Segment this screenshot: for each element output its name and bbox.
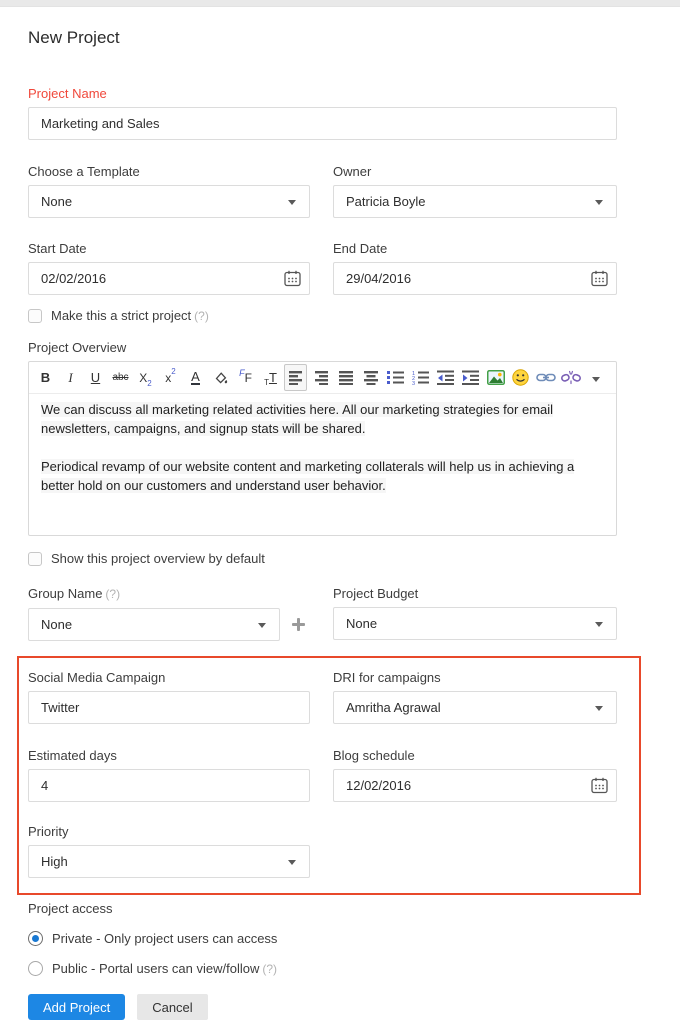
dates-row: [28, 241, 617, 295]
blog-schedule-input[interactable]: [333, 769, 617, 802]
project-name-input[interactable]: [28, 107, 617, 140]
overview-section: [28, 340, 617, 536]
dri-value: Amritha Agrawal: [346, 700, 441, 715]
strict-project-label: Make this a strict project: [51, 308, 192, 323]
custom-row-3: [28, 824, 639, 878]
svg-text:2: 2: [412, 375, 416, 382]
group-name-value: None: [41, 617, 73, 632]
public-access-help-icon[interactable]: (?): [262, 961, 278, 976]
project-access-label: Project access: [28, 901, 113, 916]
end-date-label: End Date: [333, 241, 388, 256]
subscript-icon[interactable]: X 2: [139, 370, 152, 388]
end-date-field: [333, 262, 617, 295]
unlink-icon[interactable]: [559, 364, 582, 391]
form-actions: [28, 994, 617, 1020]
social-campaign-label: Social Media Campaign: [28, 670, 166, 685]
project-name-label: Project Name: [28, 86, 107, 101]
custom-row-2: [28, 748, 639, 802]
show-overview-label: Show this project overview by default: [51, 551, 265, 566]
chevron-down-icon: [595, 622, 603, 627]
chevron-down-icon: [595, 706, 603, 711]
strict-project-row: [28, 308, 617, 323]
estimated-days-input[interactable]: [28, 769, 310, 802]
estimated-days-label: Estimated days: [28, 748, 117, 763]
highlight-icon[interactable]: [209, 364, 232, 391]
font-color-icon[interactable]: A: [191, 369, 200, 384]
add-group-button[interactable]: [292, 618, 305, 631]
start-date-field: [28, 262, 310, 295]
private-radio[interactable]: [28, 931, 43, 946]
calendar-icon[interactable]: [591, 270, 608, 287]
chevron-down-icon: [288, 200, 296, 205]
show-overview-row: [28, 551, 617, 566]
align-center-icon[interactable]: [359, 364, 382, 391]
underline-icon[interactable]: U: [90, 370, 101, 385]
budget-label: Project Budget: [333, 586, 419, 601]
template-owner-row: [28, 164, 617, 218]
priority-value: High: [41, 854, 68, 869]
budget-select[interactable]: [333, 607, 617, 640]
calendar-icon[interactable]: [591, 777, 608, 794]
group-name-help-icon[interactable]: (?): [105, 587, 121, 601]
calendar-icon[interactable]: [284, 270, 301, 287]
add-project-button[interactable]: Add Project: [28, 994, 125, 1020]
rich-text-editor: [28, 361, 617, 536]
owner-select[interactable]: [333, 185, 617, 218]
outdent-icon[interactable]: [434, 364, 457, 391]
priority-label: Priority: [28, 824, 69, 839]
align-left-icon[interactable]: [284, 364, 307, 391]
dri-select[interactable]: [333, 691, 617, 724]
project-name-section: [28, 86, 617, 140]
social-campaign-input[interactable]: [28, 691, 310, 724]
blog-schedule-label: Blog schedule: [333, 748, 415, 763]
start-date-input[interactable]: [28, 262, 310, 295]
insert-link-icon[interactable]: [534, 364, 557, 391]
italic-icon[interactable]: I: [68, 369, 73, 385]
strict-project-checkbox[interactable]: [28, 309, 42, 323]
strikethrough-icon[interactable]: abc: [112, 372, 129, 383]
top-divider: [0, 0, 680, 7]
align-right-icon[interactable]: [309, 364, 332, 391]
superscript-icon[interactable]: x 2: [165, 367, 176, 385]
strict-project-help-icon[interactable]: (?): [194, 308, 209, 323]
more-options-icon[interactable]: [584, 364, 607, 391]
font-family-icon[interactable]: F F: [239, 368, 252, 385]
public-radio[interactable]: [28, 961, 43, 976]
public-radio-label: Public - Portal users can view/follow: [52, 961, 260, 976]
ordered-list-icon[interactable]: [409, 364, 432, 391]
insert-emoji-icon[interactable]: [509, 364, 532, 391]
blog-schedule-field: [333, 769, 617, 802]
bold-icon[interactable]: B: [40, 370, 51, 385]
cancel-button[interactable]: Cancel: [137, 994, 207, 1020]
justify-icon[interactable]: [334, 364, 357, 391]
insert-image-icon[interactable]: [484, 364, 507, 391]
chevron-down-icon: [258, 623, 266, 628]
template-value: None: [41, 194, 73, 209]
font-size-icon[interactable]: T T: [264, 370, 277, 387]
overview-paragraph: We can discuss all marketing related activities here. All our marketing strategies for email newsletters, campaigns, and signup stats will be shared.: [41, 402, 554, 436]
owner-value: Patricia Boyle: [346, 194, 426, 209]
chevron-down-icon: [288, 860, 296, 865]
overview-label: Project Overview: [28, 340, 127, 355]
chevron-down-icon: [595, 200, 603, 205]
start-date-label: Start Date: [28, 241, 87, 256]
budget-value: None: [346, 616, 378, 631]
priority-select[interactable]: [28, 845, 310, 878]
show-overview-checkbox[interactable]: [28, 552, 42, 566]
group-name-select[interactable]: [28, 608, 280, 641]
project-access-section: [28, 901, 617, 976]
group-budget-row: [28, 586, 617, 641]
template-select[interactable]: [28, 185, 310, 218]
access-option-private: [28, 931, 617, 946]
custom-row-1: [28, 670, 639, 724]
dri-label: DRI for campaigns: [333, 670, 441, 685]
overview-paragraph: Periodical revamp of our website content and marketing collaterals will help us in achieving a better hold on our customers and understand user behavior.: [41, 458, 575, 493]
svg-text:3: 3: [412, 380, 416, 385]
end-date-input[interactable]: [333, 262, 617, 295]
page-title: New Project: [28, 28, 120, 47]
group-name-label: Group Name (?): [28, 586, 121, 601]
private-radio-label: Private - Only project users can access: [52, 931, 278, 946]
editor-content[interactable]: [29, 394, 616, 502]
owner-label: Owner: [333, 164, 372, 179]
access-option-public: [28, 961, 617, 976]
custom-fields-highlight-box: [17, 656, 641, 895]
template-label: Choose a Template: [28, 164, 140, 179]
indent-icon[interactable]: [459, 364, 482, 391]
editor-toolbar: [29, 362, 616, 394]
svg-text:1: 1: [412, 370, 416, 377]
unordered-list-icon[interactable]: [384, 364, 407, 391]
